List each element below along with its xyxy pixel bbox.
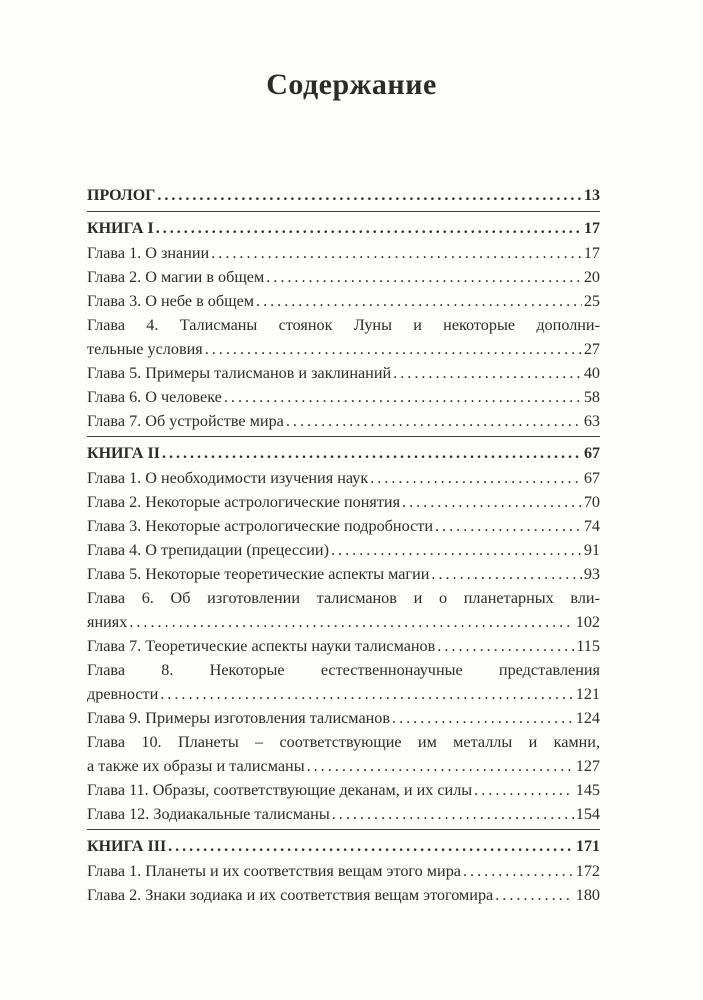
entry-label: Глава 5. Примеры талисманов и заклинаний (87, 364, 392, 382)
page-number: 102 (575, 613, 600, 631)
entry-label: Глава 9. Примеры изготовления талисманов (87, 709, 391, 727)
page-number: 70 (583, 493, 600, 511)
toc-entry[interactable] (87, 610, 600, 634)
page-number: 63 (583, 412, 600, 430)
table-of-contents (87, 179, 600, 910)
page-number: 74 (583, 517, 600, 535)
entry-label: Глава 11. Образы, соответствующие деканам, и их силы (87, 781, 473, 799)
page-number: 115 (576, 637, 600, 655)
toc-entry[interactable] (87, 466, 600, 490)
leader-dots (160, 682, 573, 706)
page-number: 121 (575, 685, 600, 703)
leader-dots (162, 442, 582, 466)
leader-dots (431, 562, 581, 586)
page-number: 40 (583, 364, 600, 382)
leader-dots (463, 859, 574, 883)
toc-entry[interactable] (87, 682, 600, 706)
toc-entry-line1[interactable]: Глава 6. Об изготовлении талисманов и о планетарных вли- (87, 589, 600, 607)
leader-dots (286, 409, 582, 433)
page-number: 17 (583, 244, 600, 262)
page-number: 13 (584, 187, 600, 204)
entry-label: Глава 7. Теоретические аспекты науки талисманов (87, 637, 436, 655)
leader-dots (266, 265, 582, 289)
toc-entry[interactable] (87, 754, 600, 778)
entry-label: Глава 3. Некоторые астрологические подробности (87, 517, 433, 535)
toc-entry[interactable] (87, 361, 600, 385)
leader-dots (495, 883, 573, 907)
leader-dots (168, 835, 574, 859)
entry-label: Глава 1. О необходимости изучения наук (87, 469, 369, 487)
entry-label: Глава 1. Планеты и их соответствия вещам этого мира (87, 862, 461, 880)
entry-label: КНИГА I (87, 220, 154, 237)
page-number: 154 (575, 805, 600, 823)
page-number: 58 (583, 388, 600, 406)
leader-dots (256, 289, 582, 313)
toc-entry[interactable] (87, 337, 600, 361)
leader-dots (211, 241, 582, 265)
toc-entry[interactable] (87, 409, 600, 433)
toc-entry-book3[interactable] (87, 835, 600, 859)
entry-label: а также их образы и талисманы (87, 757, 305, 775)
leader-dots (392, 706, 574, 730)
toc-entry-prologue[interactable] (87, 184, 600, 208)
toc-entry[interactable] (87, 490, 600, 514)
entry-label: Глава 6. О человеке (87, 388, 222, 406)
leader-dots (393, 361, 582, 385)
entry-label: древности (87, 685, 159, 703)
page-number: 127 (575, 757, 600, 775)
leader-dots (402, 490, 582, 514)
book1-section (87, 211, 600, 433)
entry-label: Глава 4. О трепидации (прецессии) (87, 541, 329, 559)
toc-entry[interactable] (87, 859, 600, 883)
leader-dots (437, 634, 574, 658)
leader-dots (474, 778, 574, 802)
leader-dots (370, 466, 582, 490)
leader-dots (224, 385, 582, 409)
entry-label: КНИГА II (87, 445, 160, 462)
leader-dots (157, 184, 582, 208)
toc-entry[interactable] (87, 562, 600, 586)
entry-label: ПРОЛОГ (87, 187, 156, 204)
leader-dots (332, 802, 574, 826)
prologue-section (87, 179, 600, 208)
toc-entry[interactable] (87, 802, 600, 826)
toc-entry-line1[interactable]: Глава 4. Талисманы стоянок Луны и некоторые дополни- (87, 316, 600, 334)
entry-label: Глава 2. Знаки зодиака и их соответствия вещам этогомира (87, 886, 494, 904)
toc-entry-book1[interactable] (87, 217, 600, 241)
page-number: 172 (575, 862, 600, 880)
toc-entry[interactable] (87, 385, 600, 409)
page-number: 91 (583, 541, 600, 559)
page-number: 180 (575, 886, 600, 904)
toc-entry[interactable] (87, 265, 600, 289)
entry-label: Глава 7. Об устройстве мира (87, 412, 284, 430)
entry-label: Глава 12. Зодиакальные талисманы (87, 805, 330, 823)
entry-label: Глава 2. Некоторые астрологические понятия (87, 493, 401, 511)
page-number: 17 (584, 220, 600, 237)
entry-label: КНИГА III (87, 838, 167, 855)
leader-dots (129, 610, 573, 634)
leader-dots (435, 514, 582, 538)
entry-label: Глава 2. О магии в общем (87, 268, 265, 286)
page-number: 20 (583, 268, 600, 286)
page-number: 124 (575, 709, 600, 727)
toc-entry-line1[interactable]: Глава 10. Планеты – соответствующие им металлы и камни, (87, 733, 600, 751)
toc-entry[interactable] (87, 514, 600, 538)
entry-label: Глава 1. О знании (87, 244, 210, 262)
leader-dots (307, 754, 574, 778)
toc-entry[interactable] (87, 538, 600, 562)
entry-label: тельные условия (87, 340, 203, 358)
entry-label: Глава 5. Некоторые теоретические аспекты магии (87, 565, 430, 583)
page-number: 67 (584, 445, 600, 462)
toc-entry[interactable] (87, 778, 600, 802)
toc-entry[interactable] (87, 706, 600, 730)
leader-dots (331, 538, 582, 562)
page-number: 145 (575, 781, 600, 799)
book2-section (87, 436, 600, 826)
toc-entry[interactable] (87, 289, 600, 313)
toc-entry-line1[interactable]: Глава 8. Некоторые естественнонаучные представления (87, 661, 600, 679)
page-number: 67 (583, 469, 600, 487)
page-number: 93 (583, 565, 600, 583)
book3-section (87, 829, 600, 907)
page-title: Содержание (266, 68, 437, 101)
leader-dots (156, 217, 582, 241)
toc-entry[interactable] (87, 883, 600, 907)
page-number: 25 (583, 292, 600, 310)
toc-entry[interactable] (87, 634, 600, 658)
toc-entry[interactable] (87, 241, 600, 265)
entry-label: яниях (87, 613, 128, 631)
page-number: 27 (583, 340, 600, 358)
toc-entry-book2[interactable] (87, 442, 600, 466)
page-number: 171 (576, 838, 600, 855)
leader-dots (205, 337, 582, 361)
entry-label: Глава 3. О небе в общем (87, 292, 255, 310)
